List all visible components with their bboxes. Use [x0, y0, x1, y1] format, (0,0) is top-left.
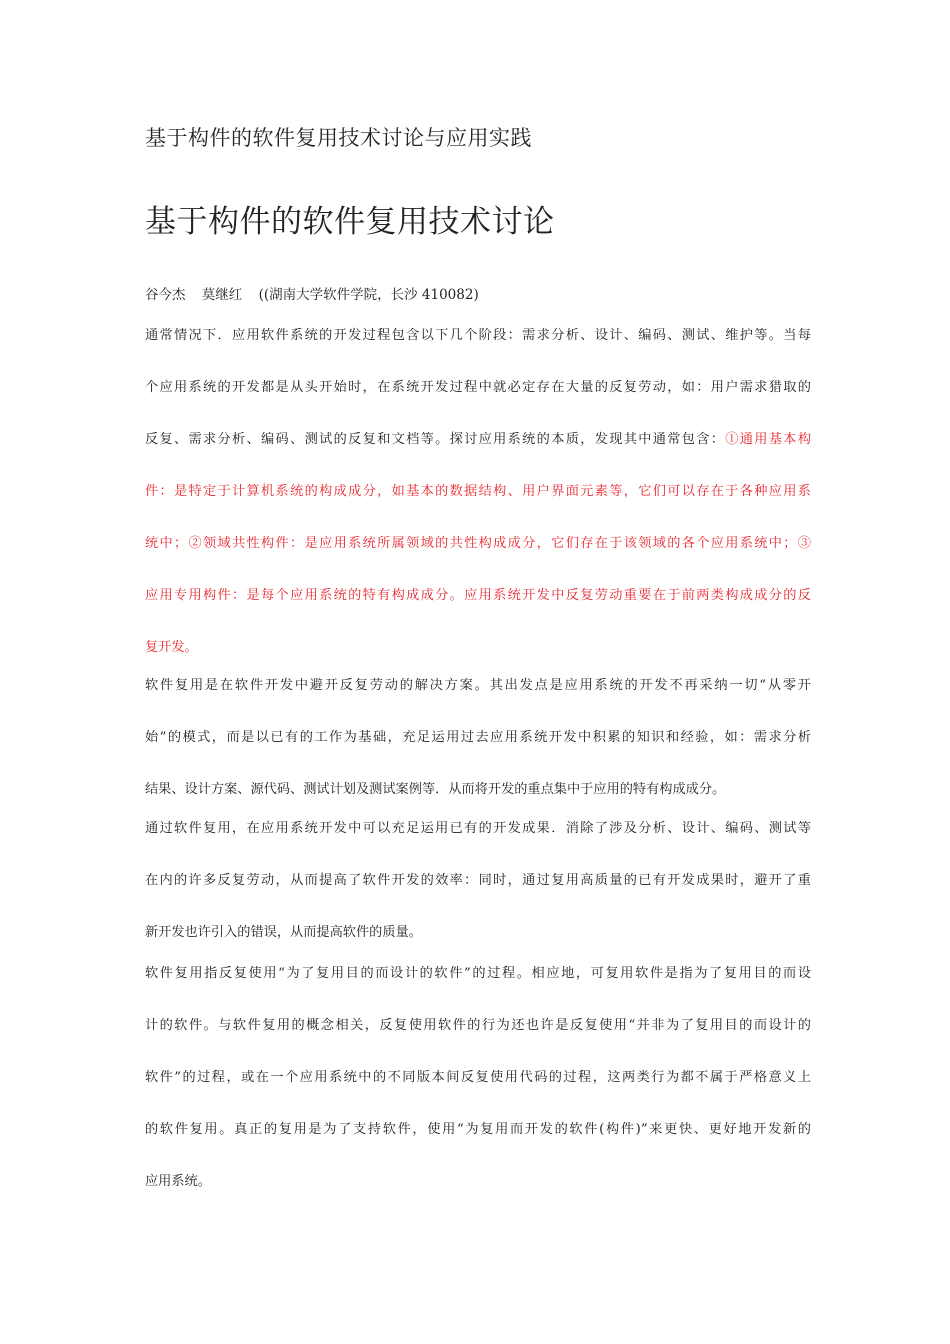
paragraph-line — [145, 1171, 811, 1201]
highlighted-text: 应用专用构件：是每个应用系统的特有构成成分。应用系统开发中反复劳动重要在于前两类构成成分的反 — [145, 588, 811, 603]
paragraph-line — [145, 963, 811, 1015]
text-segment: 计的软件。与软件复用的概念相关，反复使用软件的行为还也许是反复使用“并非为了复用目的而设计的 — [145, 1018, 811, 1033]
text-segment: 结果、设计方案、源代码、测试计划及测试案例等．从而将开发的重点集中于应用的特有构成成分。 — [145, 782, 726, 797]
highlighted-text: 统中；②领域共性构件：是应用系统所属领域的共性构成成分，它们存在于该领域的各个应用系统中；③ — [145, 536, 811, 551]
paragraph — [145, 818, 811, 960]
text-segment: 通过软件复用，在应用系统开发中可以充足运用已有的开发成果．消除了涉及分析、设计、编码、测试等 — [145, 821, 811, 836]
paragraph-line — [145, 325, 811, 377]
paragraph-line — [145, 637, 811, 675]
author-name: 莫继红 — [201, 287, 243, 303]
highlighted-text: 件：是特定于计算机系统的构成成分，如基本的数据结构、用户界面元素等，它们可以存在于各种应用系 — [145, 484, 811, 499]
text-segment: 软件复用是在软件开发中避开反复劳动的解决方案。其出发点是应用系统的开发不再采纳一切“从零开 — [145, 678, 811, 693]
paragraph-line — [145, 1067, 811, 1119]
paragraph — [145, 963, 811, 1201]
highlighted-text: 复开发。 — [145, 640, 198, 655]
paragraph — [145, 325, 811, 675]
document-header-title: 基于构件的软件复用技术讨论与应用实践 — [145, 126, 532, 150]
paragraph-line — [145, 870, 811, 922]
text-segment: 软件”的过程，或在一个应用系统中的不同版本间反复使用代码的过程，这两类行为都不属于严格意义上 — [145, 1070, 811, 1085]
paragraph-line — [145, 481, 811, 533]
paragraph-line — [145, 922, 811, 960]
paragraph-line — [145, 1015, 811, 1067]
article-title: 基于构件的软件复用技术讨论 — [145, 204, 555, 240]
paragraph — [145, 675, 811, 817]
highlighted-text: ①通用基本构 — [725, 432, 811, 447]
paragraph-line — [145, 377, 811, 429]
author-affiliation: ((湖南大学软件学院，长沙 410082) — [258, 287, 479, 303]
author-name: 谷今杰 — [145, 287, 186, 303]
paragraph-line — [145, 818, 811, 870]
text-segment: 的软件复用。真正的复用是为了支持软件，使用“为复用而开发的软件(构件)”来更快、更好地开发新的 — [145, 1122, 811, 1137]
text-segment: 反复、需求分析、编码、测试的反复和文档等。探讨应用系统的本质，发现其中通常包含： — [145, 432, 726, 447]
author-line — [145, 284, 491, 306]
paragraph-line — [145, 779, 811, 817]
text-segment: 应用系统。 — [145, 1174, 211, 1189]
paragraph-line — [145, 1119, 811, 1171]
text-segment: 在内的许多反复劳动，从而提高了软件开发的效率：同时，通过复用高质量的已有开发成果时，避开了重 — [145, 873, 811, 888]
paragraph-line — [145, 533, 811, 585]
paragraph-line — [145, 585, 811, 637]
text-segment: 新开发也许引入的错误，从而提高软件的质量。 — [145, 925, 422, 940]
text-segment: 软件复用指反复使用“为了复用目的而设计的软件”的过程。相应地，可复用软件是指为了复用目的而设 — [145, 966, 811, 981]
paragraph-line — [145, 429, 811, 481]
paragraph-line — [145, 727, 811, 779]
text-segment: 个应用系统的开发都是从头开始时，在系统开发过程中就必定存在大量的反复劳动，如：用户需求猎取的 — [145, 380, 811, 395]
text-segment: 通常情况下．应用软件系统的开发过程包含以下几个阶段：需求分析、设计、编码、测试、维护等。当每 — [145, 328, 811, 343]
paragraph-line — [145, 675, 811, 727]
text-segment: 始”的模式，而是以已有的工作为基础，充足运用过去应用系统开发中积累的知识和经验，如：需求分析 — [145, 730, 811, 745]
